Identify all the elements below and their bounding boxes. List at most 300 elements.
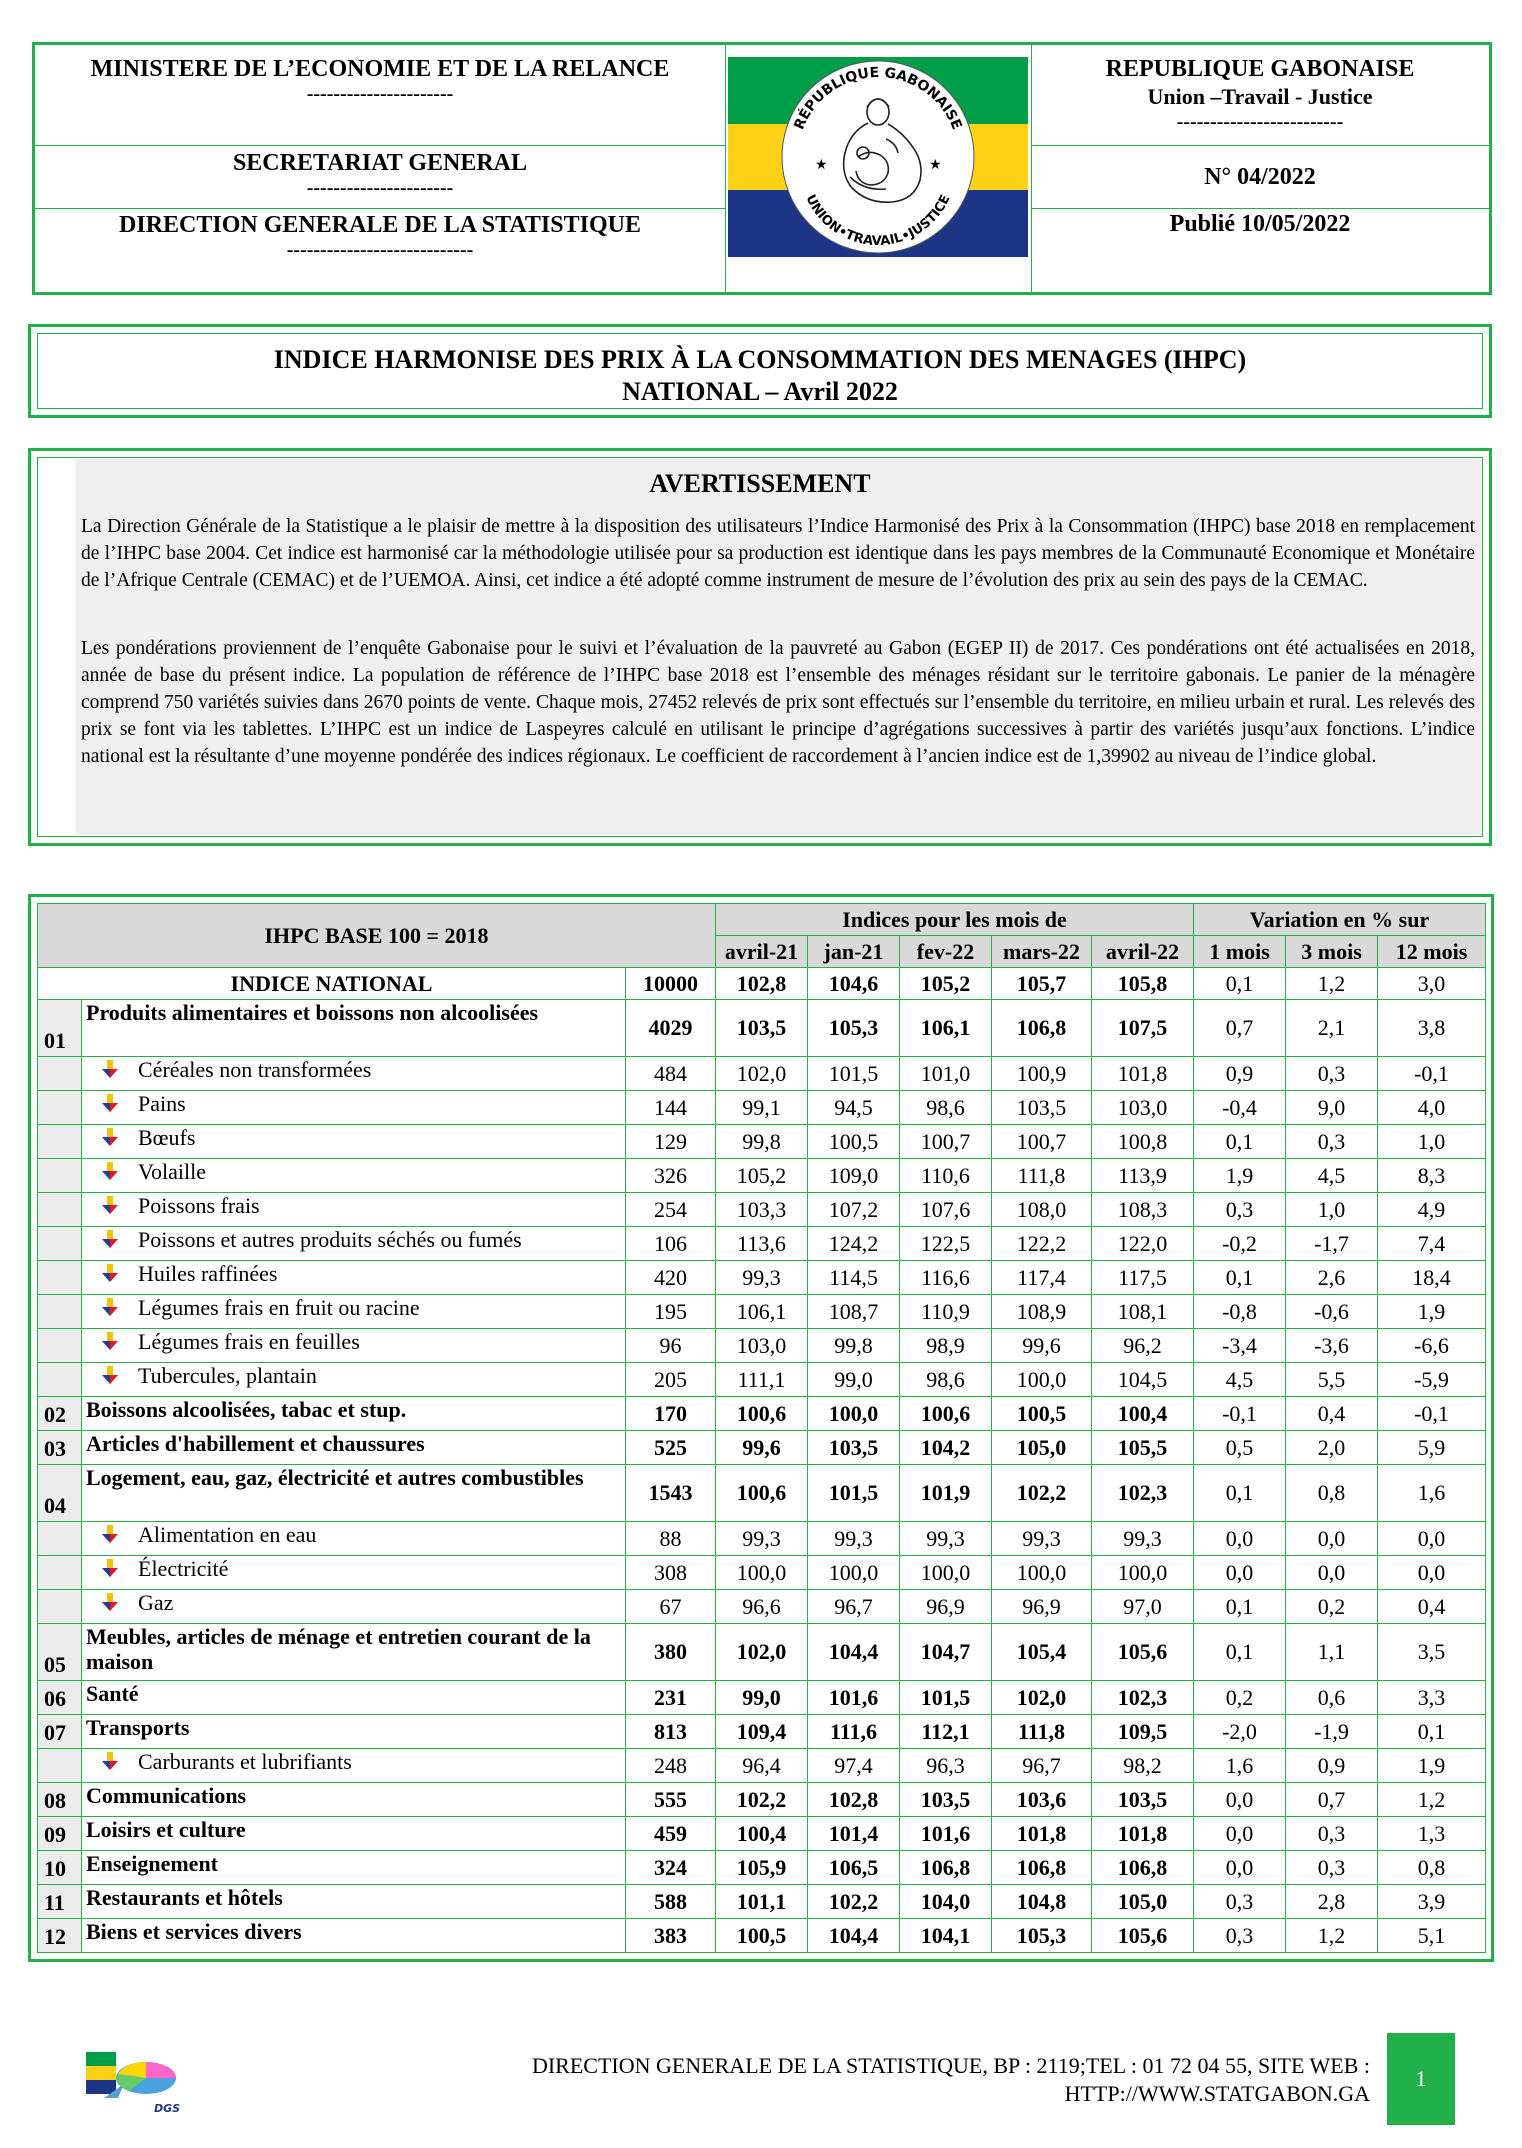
index-cell: 113,6 <box>716 1227 808 1261</box>
weight-cell: 205 <box>626 1363 716 1397</box>
index-cell: 100,0 <box>808 1556 900 1590</box>
variation-cell: 0,3 <box>1286 1057 1378 1091</box>
variation-cell: 0,3 <box>1194 1885 1286 1919</box>
index-cell: 98,2 <box>1092 1749 1194 1783</box>
variation-cell: 0,0 <box>1378 1522 1486 1556</box>
index-cell: 103,6 <box>992 1783 1092 1817</box>
weight-cell: 4029 <box>626 1000 716 1057</box>
variation-cell: 7,4 <box>1378 1227 1486 1261</box>
down-arrow-icon <box>100 1558 120 1578</box>
variation-cell: -0,1 <box>1194 1397 1286 1431</box>
function-code: 10 <box>38 1851 82 1885</box>
report-subtitle: NATIONAL – Avril 2022 <box>622 377 898 406</box>
weight-cell: 106 <box>626 1227 716 1261</box>
row-label-text: Huiles raffinées <box>138 1261 278 1286</box>
index-cell: 100,5 <box>716 1919 808 1953</box>
separator-dashes: ---------------------- <box>306 177 454 199</box>
index-cell: 106,8 <box>992 1000 1092 1057</box>
variation-cell: 3,5 <box>1378 1624 1486 1681</box>
row-label <box>82 1397 626 1431</box>
index-cell: 106,8 <box>992 1851 1092 1885</box>
variation-cell: 1,2 <box>1286 1919 1378 1953</box>
variation-cell: 1,9 <box>1378 1749 1486 1783</box>
function-code <box>38 1749 82 1783</box>
index-cell: 106,1 <box>900 1000 992 1057</box>
function-code <box>38 1159 82 1193</box>
index-cell: 98,6 <box>900 1091 992 1125</box>
variation-cell: 0,0 <box>1286 1522 1378 1556</box>
row-label-text: Légumes frais en fruit ou racine <box>138 1295 420 1320</box>
variation-cell: -1,7 <box>1286 1227 1378 1261</box>
index-cell: 100,7 <box>900 1125 992 1159</box>
index-cell: 100,6 <box>716 1465 808 1522</box>
index-cell: 108,9 <box>992 1295 1092 1329</box>
index-cell: 101,5 <box>808 1465 900 1522</box>
weight-cell: 10000 <box>626 968 716 1000</box>
index-cell: 99,6 <box>992 1329 1092 1363</box>
index-cell: 122,2 <box>992 1227 1092 1261</box>
index-cell: 102,8 <box>716 968 808 1000</box>
function-code <box>38 1522 82 1556</box>
index-cell: 114,5 <box>808 1261 900 1295</box>
index-cell: 96,2 <box>1092 1329 1194 1363</box>
warning-heading: AVERTISSEMENT <box>649 469 871 498</box>
index-cell: 104,0 <box>900 1885 992 1919</box>
index-cell: 101,5 <box>900 1681 992 1715</box>
variation-cell: 0,3 <box>1286 1125 1378 1159</box>
index-cell: 105,3 <box>992 1919 1092 1953</box>
row-label-text: Gaz <box>138 1590 174 1615</box>
index-cell: 96,4 <box>716 1749 808 1783</box>
row-label-text: Restaurants et hôtels <box>86 1885 283 1910</box>
variation-cell: 0,0 <box>1194 1817 1286 1851</box>
variation-cell: 4,5 <box>1286 1159 1378 1193</box>
index-cell: 100,0 <box>716 1556 808 1590</box>
down-arrow-icon <box>100 1263 120 1283</box>
period-header: 1 mois <box>1194 936 1286 968</box>
variation-cell: 1,2 <box>1286 968 1378 1000</box>
function-row <box>38 1431 1486 1465</box>
variation-cell: 0,1 <box>1378 1715 1486 1749</box>
row-label-text: Légumes frais en feuilles <box>138 1329 360 1354</box>
index-cell: 117,4 <box>992 1261 1092 1295</box>
weight-cell: 525 <box>626 1431 716 1465</box>
variation-cell: -3,6 <box>1286 1329 1378 1363</box>
variation-cell: 1,6 <box>1378 1465 1486 1522</box>
row-label <box>82 1159 626 1193</box>
variation-cell: 3,8 <box>1378 1000 1486 1057</box>
subitem-row <box>38 1261 1486 1295</box>
function-code <box>38 1091 82 1125</box>
index-cell: 104,7 <box>900 1624 992 1681</box>
index-cell: 100,4 <box>1092 1397 1194 1431</box>
function-code: 05 <box>38 1624 82 1681</box>
index-cell: 100,0 <box>1092 1556 1194 1590</box>
row-label <box>82 1000 626 1057</box>
index-cell: 101,6 <box>808 1681 900 1715</box>
variation-cell: 0,3 <box>1286 1851 1378 1885</box>
index-cell: 96,6 <box>716 1590 808 1624</box>
row-label-text: Loisirs et culture <box>86 1817 246 1842</box>
secretariat-block <box>35 149 725 199</box>
variation-cell: 0,8 <box>1286 1465 1378 1522</box>
row-label-text: Volaille <box>138 1159 207 1184</box>
index-cell: 97,0 <box>1092 1590 1194 1624</box>
page-number: 1 <box>1387 2033 1455 2125</box>
index-cell: 99,3 <box>992 1522 1092 1556</box>
index-cell: 101,4 <box>808 1817 900 1851</box>
month-header: avril-22 <box>1092 936 1194 968</box>
index-cell: 103,5 <box>808 1431 900 1465</box>
national-index-row <box>38 968 1486 1000</box>
variation-cell: 0,1 <box>1194 1125 1286 1159</box>
index-cell: 99,3 <box>900 1522 992 1556</box>
row-label-text: Bœufs <box>138 1125 196 1150</box>
index-cell: 111,8 <box>992 1159 1092 1193</box>
index-cell: 103,3 <box>716 1193 808 1227</box>
function-row <box>38 1000 1486 1057</box>
variation-cell: -0,2 <box>1194 1227 1286 1261</box>
variation-cell: 0,7 <box>1286 1783 1378 1817</box>
down-arrow-icon <box>100 1592 120 1612</box>
row-label <box>82 1125 626 1159</box>
row-label <box>82 1715 626 1749</box>
row-label-text: Alimentation en eau <box>138 1522 317 1547</box>
index-cell: 104,1 <box>900 1919 992 1953</box>
variation-cell: 0,1 <box>1194 1465 1286 1522</box>
index-cell: 109,4 <box>716 1715 808 1749</box>
row-label-text: Biens et services divers <box>86 1919 302 1944</box>
index-cell: 105,8 <box>1092 968 1194 1000</box>
index-cell: 108,3 <box>1092 1193 1194 1227</box>
variation-cell: 0,1 <box>1194 1624 1286 1681</box>
variation-cell: 18,4 <box>1378 1261 1486 1295</box>
subitem-row <box>38 1125 1486 1159</box>
index-cell: 102,0 <box>992 1681 1092 1715</box>
index-cell: 117,5 <box>1092 1261 1194 1295</box>
weight-cell: 170 <box>626 1397 716 1431</box>
month-header: jan-21 <box>808 936 900 968</box>
index-cell: 104,8 <box>992 1885 1092 1919</box>
function-row <box>38 1465 1486 1522</box>
variation-cell: -5,9 <box>1378 1363 1486 1397</box>
variation-cell: 3,9 <box>1378 1885 1486 1919</box>
index-cell: 105,2 <box>900 968 992 1000</box>
month-header: avril-21 <box>716 936 808 968</box>
function-code <box>38 1295 82 1329</box>
variation-cell: -1,9 <box>1286 1715 1378 1749</box>
separator-dashes: ------------------------- <box>1176 111 1344 133</box>
index-cell: 111,6 <box>808 1715 900 1749</box>
subitem-row <box>38 1329 1486 1363</box>
indices-header: Indices pour les mois de <box>716 904 1194 936</box>
index-cell: 116,6 <box>900 1261 992 1295</box>
row-label <box>82 1556 626 1590</box>
function-row <box>38 1817 1486 1851</box>
variation-cell: 2,8 <box>1286 1885 1378 1919</box>
index-cell: 104,5 <box>1092 1363 1194 1397</box>
divider <box>725 45 726 292</box>
index-cell: 99,8 <box>808 1329 900 1363</box>
index-cell: 99,1 <box>716 1091 808 1125</box>
index-cell: 100,7 <box>992 1125 1092 1159</box>
index-cell: 107,5 <box>1092 1000 1194 1057</box>
function-code <box>38 1193 82 1227</box>
index-cell: 96,9 <box>992 1590 1092 1624</box>
period-header: 12 mois <box>1378 936 1486 968</box>
direction-name: DIRECTION GENERALE DE LA STATISTIQUE <box>119 212 641 238</box>
function-code: 07 <box>38 1715 82 1749</box>
direction-block <box>35 211 725 261</box>
weight-cell: 326 <box>626 1159 716 1193</box>
subitem-row <box>38 1749 1486 1783</box>
index-cell: 105,9 <box>716 1851 808 1885</box>
function-row <box>38 1681 1486 1715</box>
footer-line-1: DIRECTION GENERALE DE LA STATISTIQUE, BP : 2119;TEL : 01 72 04 55, SITE WEB : <box>531 2053 1370 2078</box>
function-code: 03 <box>38 1431 82 1465</box>
row-label <box>82 1227 626 1261</box>
variation-cell: 1,9 <box>1194 1159 1286 1193</box>
variation-cell: 0,7 <box>1194 1000 1286 1057</box>
index-cell: 124,2 <box>808 1227 900 1261</box>
index-cell: 99,0 <box>716 1681 808 1715</box>
index-cell: 100,6 <box>716 1397 808 1431</box>
row-label <box>82 1817 626 1851</box>
weight-cell: 248 <box>626 1749 716 1783</box>
index-cell: 100,9 <box>992 1057 1092 1091</box>
function-code: 04 <box>38 1465 82 1522</box>
variation-cell: 1,6 <box>1194 1749 1286 1783</box>
index-cell: 105,0 <box>1092 1885 1194 1919</box>
index-cell: 109,5 <box>1092 1715 1194 1749</box>
variation-cell: -0,1 <box>1378 1057 1486 1091</box>
row-label <box>82 1885 626 1919</box>
index-cell: 101,8 <box>992 1817 1092 1851</box>
row-label-text: Santé <box>86 1681 139 1706</box>
variation-cell: 2,6 <box>1286 1261 1378 1295</box>
index-cell: 108,1 <box>1092 1295 1194 1329</box>
index-cell: 103,0 <box>1092 1091 1194 1125</box>
svg-text:★: ★ <box>929 157 942 173</box>
index-cell: 110,6 <box>900 1159 992 1193</box>
index-cell: 110,9 <box>900 1295 992 1329</box>
index-cell: 103,5 <box>716 1000 808 1057</box>
down-arrow-icon <box>100 1365 120 1385</box>
weight-cell: 67 <box>626 1590 716 1624</box>
weight-cell: 383 <box>626 1919 716 1953</box>
variation-cell: -0,8 <box>1194 1295 1286 1329</box>
row-label <box>82 1193 626 1227</box>
index-cell: 100,5 <box>992 1397 1092 1431</box>
index-cell: 101,8 <box>1092 1057 1194 1091</box>
row-label-text: Pains <box>138 1091 186 1116</box>
warning-paragraph-1: La Direction Générale de la Statistique a le plaisir de mettre à la disposition des utilisateurs l’Indice Harmonisé des Prix à la Consommation (IHPC) base 2018 en remplacement de l’IHPC base 2004. Cet indice est harmonisé car la méthodologie utilisée pour sa production est identique dans les pays membres de la Communauté Economique et Monétaire de l’Afrique Centrale (CEMAC) et de l’UEMOA. Ainsi, cet indice a été adopté comme instrument de mesure de l’évolution des prix au sein des pays de la CEMAC. <box>81 516 1475 591</box>
header-box <box>32 42 1492 295</box>
index-cell: 100,4 <box>716 1817 808 1851</box>
down-arrow-icon <box>100 1297 120 1317</box>
weight-cell: 813 <box>626 1715 716 1749</box>
index-cell: 103,5 <box>900 1783 992 1817</box>
function-code: 02 <box>38 1397 82 1431</box>
index-cell: 106,1 <box>716 1295 808 1329</box>
index-cell: 99,0 <box>808 1363 900 1397</box>
function-code <box>38 1329 82 1363</box>
index-cell: 122,5 <box>900 1227 992 1261</box>
variation-cell: 0,5 <box>1194 1431 1286 1465</box>
variation-cell: 2,0 <box>1286 1431 1378 1465</box>
weight-cell: 555 <box>626 1783 716 1817</box>
down-arrow-icon <box>100 1059 120 1079</box>
function-code <box>38 1590 82 1624</box>
weight-cell: 380 <box>626 1624 716 1681</box>
row-label-text: Enseignement <box>86 1851 218 1876</box>
index-cell: 101,0 <box>900 1057 992 1091</box>
weight-cell: 88 <box>626 1522 716 1556</box>
function-code: 01 <box>38 1000 82 1057</box>
variation-cell: 5,9 <box>1378 1431 1486 1465</box>
index-cell: 102,3 <box>1092 1681 1194 1715</box>
variation-cell: 1,3 <box>1378 1817 1486 1851</box>
index-cell: 105,6 <box>1092 1919 1194 1953</box>
down-arrow-icon <box>100 1195 120 1215</box>
variation-cell: 0,0 <box>1194 1783 1286 1817</box>
index-cell: 98,6 <box>900 1363 992 1397</box>
variation-header: Variation en % sur <box>1194 904 1486 936</box>
subitem-row <box>38 1227 1486 1261</box>
variation-cell: -0,1 <box>1378 1397 1486 1431</box>
down-arrow-icon <box>100 1127 120 1147</box>
weight-cell: 231 <box>626 1681 716 1715</box>
month-header: fev-22 <box>900 936 992 968</box>
down-arrow-icon <box>100 1751 120 1771</box>
index-cell: 105,7 <box>992 968 1092 1000</box>
svg-text:★: ★ <box>815 157 828 173</box>
row-label <box>82 1590 626 1624</box>
row-label-text: Carburants et lubrifiants <box>138 1749 352 1774</box>
row-label <box>82 1919 626 1953</box>
index-cell: 102,2 <box>808 1885 900 1919</box>
divider <box>35 208 725 209</box>
variation-cell: 9,0 <box>1286 1091 1378 1125</box>
republic-block <box>1031 55 1489 133</box>
dgs-logo <box>84 2048 180 2118</box>
variation-cell: -0,6 <box>1286 1295 1378 1329</box>
index-cell: 122,0 <box>1092 1227 1194 1261</box>
variation-cell: 1,1 <box>1286 1624 1378 1681</box>
weight-cell: 588 <box>626 1885 716 1919</box>
function-row <box>38 1624 1486 1681</box>
index-cell: 104,4 <box>808 1919 900 1953</box>
variation-cell: 0,3 <box>1286 1817 1378 1851</box>
function-code: 06 <box>38 1681 82 1715</box>
subitem-row <box>38 1193 1486 1227</box>
title-box <box>28 324 1492 418</box>
row-label-text: Céréales non transformées <box>138 1057 372 1082</box>
index-cell: 103,5 <box>1092 1783 1194 1817</box>
variation-cell: 0,0 <box>1194 1556 1286 1590</box>
variation-cell: -3,4 <box>1194 1329 1286 1363</box>
subitem-row <box>38 1159 1486 1193</box>
subitem-row <box>38 1363 1486 1397</box>
variation-cell: 5,5 <box>1286 1363 1378 1397</box>
index-cell: 97,4 <box>808 1749 900 1783</box>
index-cell: 106,8 <box>1092 1851 1194 1885</box>
index-cell: 104,6 <box>808 968 900 1000</box>
index-cell: 101,1 <box>716 1885 808 1919</box>
row-label-text: Meubles, articles de ménage et entretien courant de la maison <box>86 1624 591 1674</box>
variation-cell: 4,9 <box>1378 1193 1486 1227</box>
variation-cell: 4,5 <box>1194 1363 1286 1397</box>
divider <box>1031 145 1489 146</box>
variation-cell: 0,0 <box>1286 1556 1378 1590</box>
index-cell: 106,5 <box>808 1851 900 1885</box>
motto: Union –Travail - Justice <box>1147 84 1373 109</box>
index-cell: 100,0 <box>992 1556 1092 1590</box>
index-cell: 98,9 <box>900 1329 992 1363</box>
row-label <box>82 1749 626 1783</box>
table-base-header: IHPC BASE 100 = 2018 <box>38 904 716 968</box>
index-cell: 105,6 <box>1092 1624 1194 1681</box>
index-cell: 105,0 <box>992 1431 1092 1465</box>
down-arrow-icon <box>100 1161 120 1181</box>
subitem-row <box>38 1091 1486 1125</box>
variation-cell: 0,6 <box>1286 1681 1378 1715</box>
index-cell: 100,8 <box>1092 1125 1194 1159</box>
variation-cell: 2,1 <box>1286 1000 1378 1057</box>
row-label <box>82 1681 626 1715</box>
weight-cell: 96 <box>626 1329 716 1363</box>
function-row <box>38 1851 1486 1885</box>
row-label <box>82 1465 626 1522</box>
variation-cell: 0,1 <box>1194 968 1286 1000</box>
row-label-text: Logement, eau, gaz, électricité et autres combustibles <box>86 1465 584 1490</box>
index-cell: 96,9 <box>900 1590 992 1624</box>
index-cell: 100,0 <box>808 1397 900 1431</box>
index-cell: 107,2 <box>808 1193 900 1227</box>
row-label-text: Transports <box>86 1715 190 1740</box>
index-cell: 99,8 <box>716 1125 808 1159</box>
logo-text: DGS <box>154 2102 180 2115</box>
row-label <box>82 1057 626 1091</box>
document-number: N° 04/2022 <box>1204 164 1316 190</box>
row-label-text: Communications <box>86 1783 247 1808</box>
function-row <box>38 1715 1486 1749</box>
ministry-name: MINISTERE DE L’ECONOMIE ET DE LA RELANCE <box>90 56 670 82</box>
index-cell: 105,3 <box>808 1000 900 1057</box>
variation-cell: 1,9 <box>1378 1295 1486 1329</box>
ihpc-table <box>37 903 1486 1953</box>
row-label <box>82 1431 626 1465</box>
variation-cell: 0,0 <box>1194 1522 1286 1556</box>
variation-cell: 0,2 <box>1194 1681 1286 1715</box>
weight-cell: 144 <box>626 1091 716 1125</box>
ihpc-table-box <box>28 894 1494 1962</box>
row-label <box>82 1261 626 1295</box>
subitem-row <box>38 1590 1486 1624</box>
row-label-text: Boissons alcoolisées, tabac et stup. <box>86 1397 407 1422</box>
index-cell: 113,9 <box>1092 1159 1194 1193</box>
row-label <box>82 1329 626 1363</box>
variation-cell: 0,3 <box>1194 1919 1286 1953</box>
variation-cell: 0,2 <box>1286 1590 1378 1624</box>
footer-line-2: HTTP://WWW.STATGABON.GA <box>1064 2081 1370 2106</box>
republic-name: REPUBLIQUE GABONAISE <box>1105 56 1415 82</box>
row-label <box>82 1851 626 1885</box>
index-cell: 101,8 <box>1092 1817 1194 1851</box>
row-label-text: Poissons frais <box>138 1193 260 1218</box>
row-label-text: Produits alimentaires et boissons non alcoolisées <box>86 1000 539 1025</box>
variation-cell: 1,0 <box>1286 1193 1378 1227</box>
